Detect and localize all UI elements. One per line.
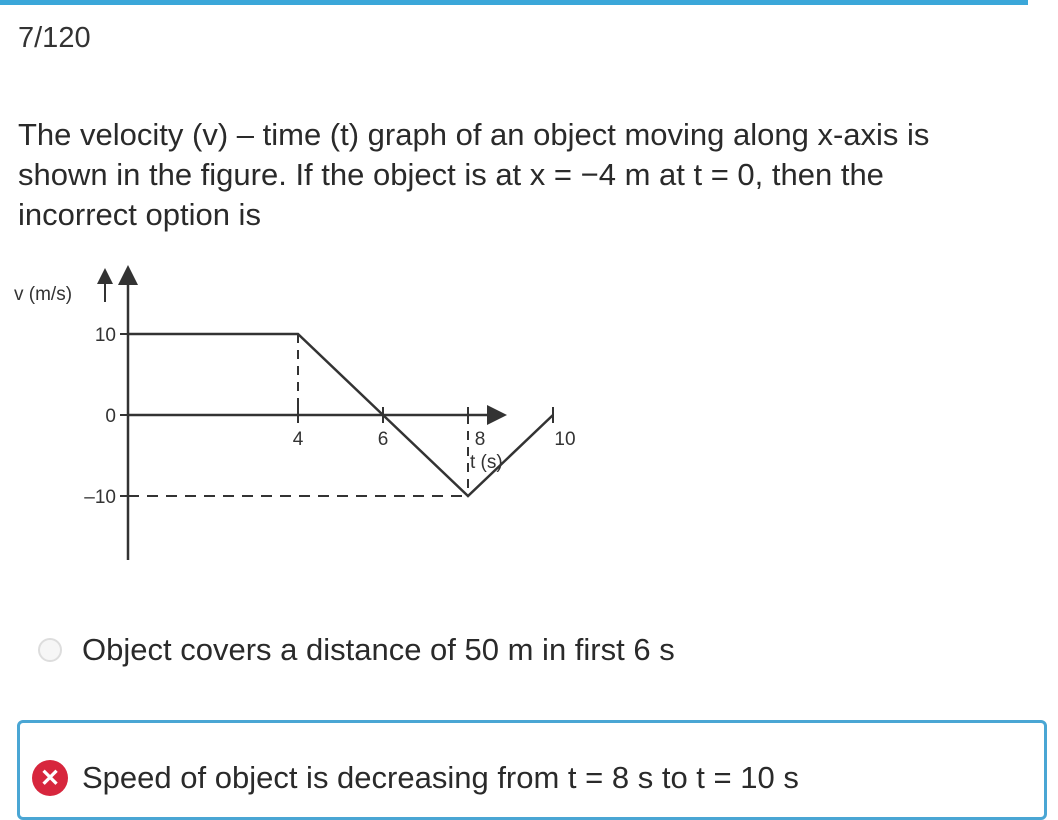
x-circle-icon: ✕ [32, 760, 68, 796]
x-tick-label: 10 [554, 429, 576, 450]
x-tick-label: 8 [474, 429, 486, 450]
y-tick-label: –10 [84, 487, 116, 508]
option-2-text: Speed of object is decreasing from t = 8 s to t = 10 s [82, 760, 799, 795]
option-1-text: Object covers a distance of 50 m in first 6 s [82, 632, 675, 667]
option-1[interactable] [38, 632, 675, 668]
option-2[interactable] [32, 760, 799, 796]
x-axis-label: t (s) [470, 452, 503, 473]
question-line-3: incorrect option is [18, 197, 261, 232]
question-line-2: shown in the figure. If the object is at x = −4 m at t = 0, then the [18, 157, 884, 192]
question-counter: 7/120 [18, 22, 91, 54]
x-tick-label: 6 [377, 429, 389, 450]
y-axis-label: v (m/s) [14, 284, 73, 305]
y-tick-label: 0 [105, 406, 116, 427]
question-line-1: The velocity (v) – time (t) graph of an object moving along x-axis is [18, 117, 930, 152]
radio-button[interactable] [38, 638, 62, 662]
x-tick-label: 4 [292, 429, 304, 450]
y-tick-label: 10 [94, 325, 116, 346]
top-accent-bar [0, 0, 1028, 5]
question-text [18, 115, 1058, 235]
velocity-time-graph [0, 260, 576, 570]
